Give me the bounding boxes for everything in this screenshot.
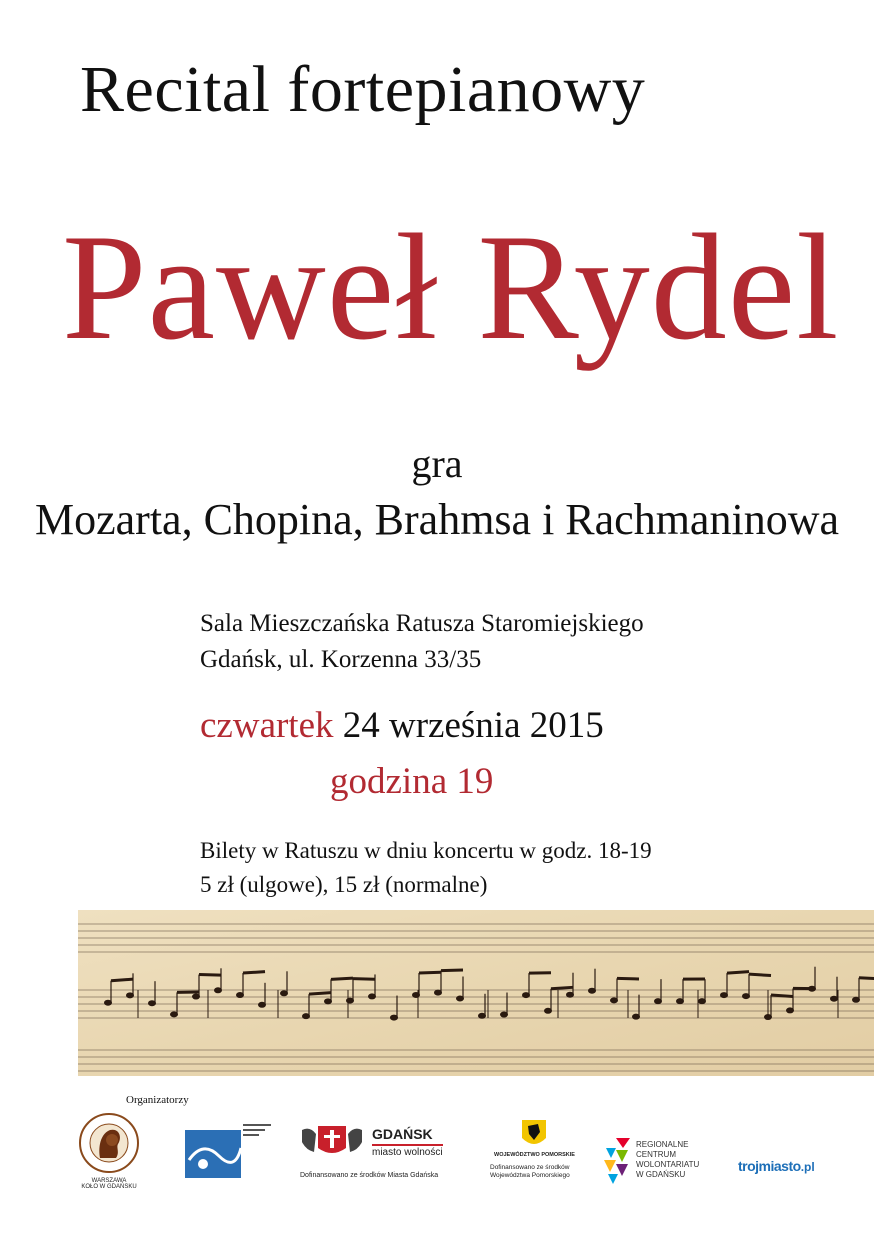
concert-date <box>200 704 604 747</box>
nadbaltyckie-centrum-kultury-logo-icon <box>183 1120 273 1180</box>
note-beam <box>199 975 221 976</box>
note-beam <box>859 978 874 979</box>
rcw-line4: W GDAŃSKU <box>636 1170 686 1179</box>
note-beam <box>441 970 463 971</box>
chopin-society-seal-icon <box>76 1112 142 1174</box>
note-beam <box>331 978 353 979</box>
date-text: 24 września 2015 <box>342 705 604 746</box>
note-beam <box>419 972 441 973</box>
composers-list: Mozarta, Chopina, Brahmsa i Rachmaninowa <box>34 495 839 544</box>
note-beam <box>727 972 749 973</box>
performer-name: Paweł Rydel <box>62 203 840 371</box>
trojmiasto-logo[interactable] <box>738 1156 828 1180</box>
gdansk-caption: Dofinansowano ze środków Miasta Gdańska <box>300 1172 439 1179</box>
concert-time: godzina 19 <box>330 761 494 802</box>
pomorskie-logo[interactable] <box>490 1118 580 1184</box>
gdansk-title: GDAŃSK <box>372 1126 433 1142</box>
chopin-society-logo[interactable] <box>76 1112 142 1190</box>
rcw-line3: WOLONTARIATU <box>636 1160 700 1169</box>
organizers-label: Organizatorzy <box>126 1094 189 1106</box>
chopin-branch: KOŁO W GDAŃSKU <box>81 1184 137 1190</box>
pomorskie-griffin-icon <box>520 1118 548 1150</box>
note-beam <box>617 978 639 979</box>
venue-name: Sala Mieszczańska Ratusza Staromiejskiego <box>200 610 644 637</box>
chopin-city: WARSZAWA <box>91 1178 127 1184</box>
pomorskie-title: WOJEWÓDZTWO POMORSKIE <box>494 1152 575 1158</box>
gdansk-subtitle: miasto wolności <box>372 1144 443 1158</box>
trojmiasto-suffix: .pl <box>800 1160 815 1174</box>
tickets-info: Bilety w Ratuszu w dniu koncertu w godz. 18-19 <box>200 838 652 863</box>
venue-address: Gdańsk, ul. Korzenna 33/35 <box>200 646 482 673</box>
ticket-prices: 5 zł (ulgowe), 15 zł (normalne) <box>200 872 488 897</box>
weekday: czwartek <box>200 705 334 746</box>
note-beam <box>749 974 771 975</box>
note-beam <box>243 972 265 973</box>
recital-title: Recital fortepianowy <box>80 53 646 126</box>
note-beam <box>551 987 573 988</box>
note-beam <box>771 995 793 996</box>
note-beam <box>111 979 133 981</box>
trojmiasto-title: trojmiasto <box>738 1158 801 1174</box>
rcw-logo[interactable] <box>602 1138 712 1190</box>
gdansk-logo[interactable] <box>300 1122 450 1184</box>
pomorskie-caption: Dofinansowano ze środków Województwa Pomorskiego <box>490 1164 570 1179</box>
rcw-line1: REGIONALNE <box>636 1140 689 1149</box>
note-beam <box>353 979 375 980</box>
gdansk-coat-of-arms-icon <box>300 1122 364 1158</box>
rcw-tangram-icon <box>602 1138 630 1184</box>
nck-logo[interactable] <box>183 1120 273 1180</box>
rcw-text <box>636 1140 699 1180</box>
rcw-line2: CENTRUM <box>636 1150 676 1159</box>
note-beam <box>309 993 331 995</box>
music-manuscript-image <box>78 910 874 1076</box>
plays-label: gra <box>411 441 463 486</box>
